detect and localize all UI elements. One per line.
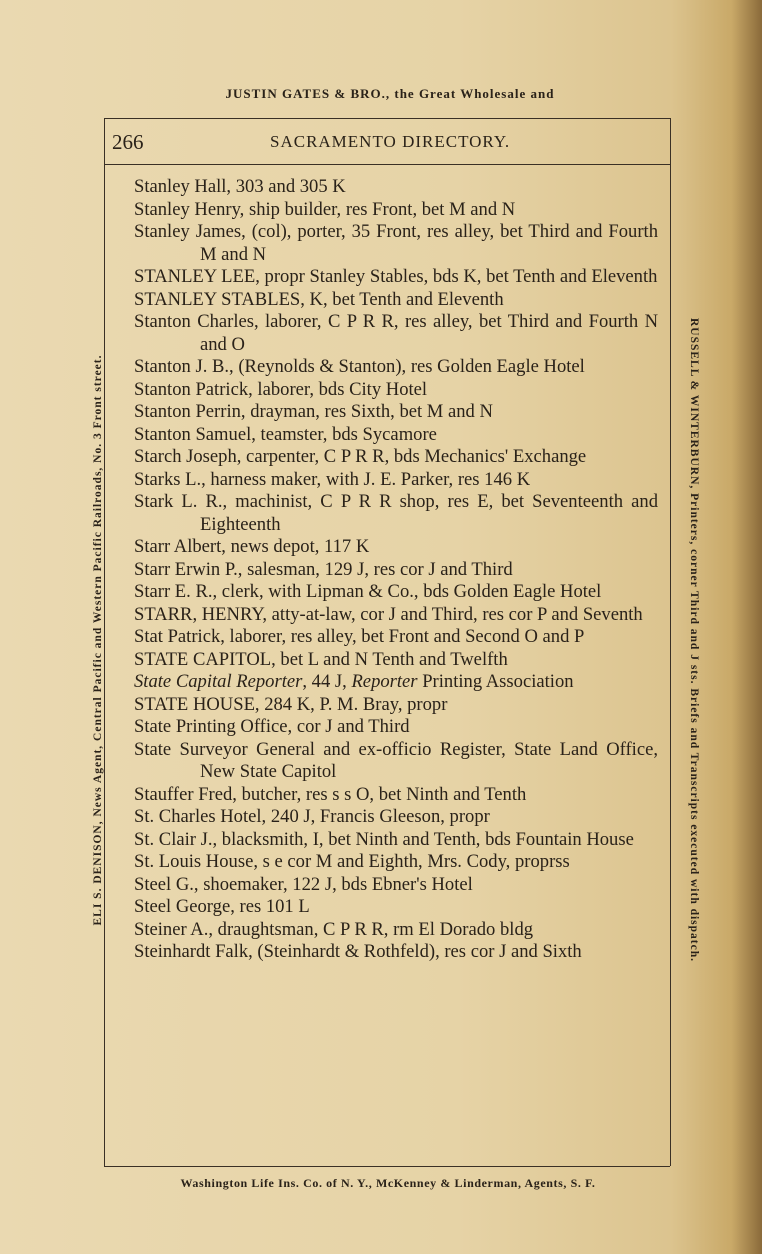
- directory-entry-state-capital-reporter: [134, 671, 658, 694]
- directory-entry: State Printing Office, cor J and Third: [134, 716, 410, 737]
- footer-ad: Washington Life Ins. Co. of N. Y., McKenney & Linderman, Agents, S. F.: [180, 1176, 596, 1190]
- page-title: SACRAMENTO DIRECTORY.: [270, 132, 511, 151]
- right-margin-ad: RUSSELL & WINTERBURN, Printers, corner Third and J sts. Briefs and Transcripts executed with dispatch.: [688, 317, 700, 963]
- directory-entry: STANLEY LEE, propr Stanley Stables, bds K, bet Tenth and Eleventh: [134, 266, 658, 287]
- frame-rule-right: [670, 118, 671, 1166]
- directory-entry: Steel George, res 101 L: [134, 896, 310, 917]
- directory-entry: Starr Albert, news depot, 117 K: [134, 536, 370, 557]
- directory-entry: Stanley Henry, ship builder, res Front, bet M and N: [134, 198, 516, 220]
- directory-entry: Stanton Patrick, laborer, bds City Hotel: [134, 378, 428, 400]
- directory-entry: Stat Patrick, laborer, res alley, bet Front and Second O and P: [134, 626, 585, 647]
- left-margin-ad: ELI S. DENISON, News Agent, Central Pacific and Western Pacific Railroads, No. 3 Front street.: [92, 354, 104, 926]
- directory-entry: Stanton Samuel, teamster, bds Sycamore: [134, 423, 437, 445]
- frame-rule-bottom: [104, 1166, 670, 1167]
- directory-entry: Stanton Charles, laborer, C P R R, res alley, bet Third and Fourth N and O: [134, 311, 658, 355]
- directory-entry: St. Clair J., blacksmith, I, bet Ninth and Tenth, bds Fountain House: [134, 828, 634, 850]
- page-number: 266: [112, 130, 144, 154]
- directory-entry: Steiner A., draughtsman, C P R R, rm El Dorado bldg: [134, 918, 534, 940]
- frame-rule-left: [104, 118, 105, 1166]
- directory-entry: STANLEY STABLES, K, bet Tenth and Eleventh: [134, 288, 504, 310]
- top-banner-ad: JUSTIN GATES & BRO., the Great Wholesale and: [225, 86, 555, 101]
- directory-entry: Stanley James, (col), porter, 35 Front, res alley, bet Third and Fourth M and N: [134, 221, 658, 265]
- directory-entry: St. Louis House, s e cor M and Eighth, Mrs. Cody, proprss: [134, 851, 570, 872]
- directory-entry: Steel G., shoemaker, 122 J, bds Ebner's Hotel: [134, 873, 473, 895]
- directory-entry: Starks L., harness maker, with J. E. Parker, res 146 K: [134, 468, 531, 490]
- directory-entry: Stauffer Fred, butcher, res s s O, bet Ninth and Tenth: [134, 783, 527, 805]
- header-rule: [104, 164, 670, 165]
- directory-entry: Stanley Hall, 303 and 305 K: [134, 176, 346, 197]
- directory-entry: State Surveyor General and ex-officio Register, State Land Office, New State Capitol: [134, 738, 658, 782]
- entry-text: Printing Association: [417, 671, 574, 692]
- entry-italic-name: State Capital Reporter: [134, 671, 303, 692]
- directory-entry: Starr Erwin P., salesman, 129 J, res cor J and Third: [134, 558, 513, 580]
- frame-rule-top: [104, 118, 670, 119]
- directory-entry: Steinhardt Falk, (Steinhardt & Rothfeld), res cor J and Sixth: [134, 941, 582, 962]
- directory-entry: STARR, HENRY, atty-at-law, cor J and Third, res cor P and Seventh: [134, 603, 643, 625]
- directory-entry: Starch Joseph, carpenter, C P R R, bds Mechanics' Exchange: [134, 446, 587, 467]
- directory-entry: Stanton J. B., (Reynolds & Stanton), res Golden Eagle Hotel: [134, 356, 585, 377]
- directory-entry: Starr E. R., clerk, with Lipman & Co., bds Golden Eagle Hotel: [134, 581, 602, 602]
- entry-italic-name: Reporter: [351, 671, 418, 692]
- directory-entry: Stark L. R., machinist, C P R R shop, res E, bet Seventeenth and Eighteenth: [134, 491, 658, 535]
- directory-entry: Stanton Perrin, drayman, res Sixth, bet M and N: [134, 401, 493, 422]
- directory-entry: STATE CAPITOL, bet L and N Tenth and Twelfth: [134, 648, 508, 670]
- directory-entry: STATE HOUSE, 284 K, P. M. Bray, propr: [134, 693, 448, 715]
- entry-text: , 44 J,: [302, 671, 352, 692]
- directory-entries: [134, 176, 658, 964]
- directory-entry: St. Charles Hotel, 240 J, Francis Gleeson, propr: [134, 806, 490, 827]
